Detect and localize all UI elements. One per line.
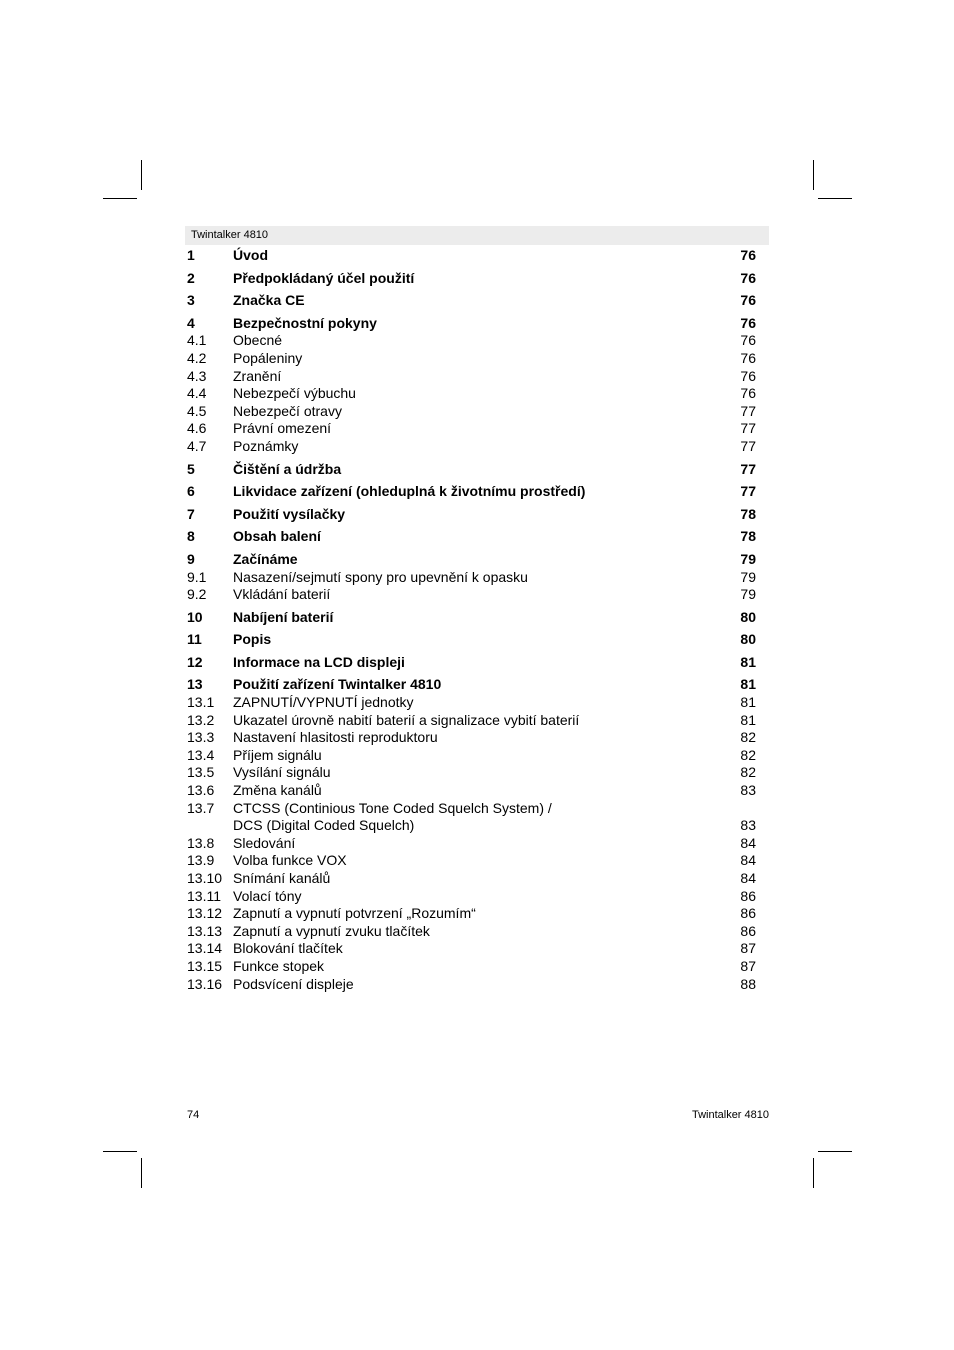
toc-entry-number: 13.8	[187, 834, 215, 851]
toc-entry-number: 3	[187, 292, 195, 309]
toc-entry-number: 8	[187, 528, 195, 545]
crop-mark	[813, 160, 814, 190]
toc-entry-title-line: CTCSS (Continious Tone Coded Squelch System) /	[233, 799, 552, 816]
toc-entry	[187, 747, 756, 765]
crop-mark	[141, 1158, 142, 1188]
crop-mark	[103, 1151, 137, 1152]
toc-entry	[187, 958, 756, 976]
toc-entry-title: Snímání kanálů	[233, 870, 331, 886]
toc-entry	[187, 654, 756, 672]
toc-entry	[187, 676, 756, 694]
toc-entry	[187, 835, 756, 853]
toc-entry	[187, 609, 756, 627]
toc-entry	[187, 385, 756, 403]
toc-entry-number: 4.6	[187, 420, 207, 437]
toc-entry-page: 77	[740, 483, 756, 500]
toc-entry-title: Poznámky	[233, 437, 299, 454]
toc-entry-title: Volba funkce VOX	[233, 852, 347, 869]
crop-mark	[103, 198, 137, 199]
toc-entry-number: 4.2	[187, 349, 207, 366]
toc-entry-page: 81	[740, 711, 756, 728]
toc-entry-number: 13.6	[187, 782, 215, 799]
toc-entry-page: 81	[740, 694, 756, 711]
toc-entry-page: 79	[740, 568, 756, 585]
toc-entry-page: 77	[740, 460, 756, 477]
toc-entry	[187, 270, 756, 288]
crop-mark	[813, 1158, 814, 1188]
toc-entry-page: 76	[740, 349, 756, 366]
toc-entry	[187, 729, 756, 747]
toc-entry	[187, 888, 756, 906]
toc-entry	[187, 420, 756, 438]
footer-title: Twintalker 4810	[691, 1109, 769, 1121]
page-number: 74	[187, 1109, 200, 1121]
toc-entry-number: 13.16	[187, 975, 223, 992]
toc-entry-number: 13.11	[187, 887, 221, 904]
toc-entry-title: Sledování	[233, 834, 296, 851]
toc-entry-page: 82	[740, 764, 756, 781]
toc-entry-page: 77	[740, 420, 756, 437]
table-of-contents	[187, 247, 756, 993]
toc-entry-page: 82	[740, 729, 756, 746]
toc-entry-title: Nasazení/sejmutí spony pro upevnění k opasku	[233, 568, 528, 585]
toc-entry-page: 83	[740, 817, 756, 834]
toc-entry-page: 82	[740, 746, 756, 763]
toc-entry-title: Obecné	[233, 332, 283, 349]
toc-entry-page: 86	[740, 922, 756, 939]
toc-entry-page: 87	[740, 957, 756, 974]
toc-entry	[187, 350, 756, 368]
toc-entry-title: Likvidace zařízení (ohleduplná k životnímu prostředí)	[233, 483, 586, 500]
toc-entry-number: 13.10	[187, 870, 223, 886]
toc-entry-title: Změna kanálů	[233, 782, 322, 799]
crop-mark	[818, 1151, 852, 1152]
toc-entry-page: 76	[740, 269, 756, 286]
toc-entry-number: 1	[187, 247, 195, 263]
toc-entry-title: Nastavení hlasitosti reproduktoru	[233, 729, 438, 746]
toc-entry	[187, 923, 756, 941]
toc-entry-page: 76	[740, 332, 756, 349]
toc-entry-number: 12	[187, 653, 203, 670]
toc-entry-number: 2	[187, 269, 195, 286]
toc-entry-number: 13.4	[187, 746, 215, 763]
toc-entry-page: 76	[740, 247, 756, 263]
toc-entry-page: 86	[740, 887, 756, 904]
toc-entry-number: 13.1	[187, 694, 215, 711]
toc-entry-title: Popáleniny	[233, 349, 303, 366]
crop-mark	[818, 198, 852, 199]
toc-entry-page: 87	[740, 940, 756, 957]
toc-entry-page: 83	[740, 782, 756, 799]
toc-entry	[187, 940, 756, 958]
toc-entry-title: Ukazatel úrovně nabití baterií a signalizace vybití baterií	[233, 711, 580, 728]
toc-entry-page: 78	[740, 505, 756, 522]
toc-entry-page: 84	[740, 870, 756, 886]
toc-entry-title: Informace na LCD displeji	[233, 653, 405, 670]
toc-entry	[187, 461, 756, 479]
toc-entry-title: Čištění a údržba	[233, 460, 342, 477]
toc-entry	[187, 292, 756, 310]
toc-entry-page: 78	[740, 528, 756, 545]
toc-entry-title: Nabíjení baterií	[233, 608, 334, 625]
toc-entry-title: Zranění	[233, 367, 282, 384]
toc-entry	[187, 586, 756, 604]
toc-entry-title: Použití zařízení Twintalker 4810	[233, 676, 442, 693]
toc-entry-page: 76	[740, 314, 756, 331]
toc-entry	[187, 569, 756, 587]
running-header-title: Twintalker 4810	[191, 229, 269, 241]
toc-entry-number: 13.5	[187, 764, 215, 781]
toc-entry-title	[233, 800, 552, 835]
toc-entry-title: Obsah balení	[233, 528, 321, 545]
toc-entry-title: Použití vysílačky	[233, 505, 346, 522]
toc-entry-title: Bezpečnostní pokyny	[233, 314, 377, 331]
toc-entry-page: 80	[740, 631, 756, 648]
toc-entry-number: 13.15	[187, 957, 223, 974]
toc-entry	[187, 315, 756, 333]
toc-entry-number: 13.2	[187, 711, 215, 728]
toc-entry-page: 77	[740, 402, 756, 419]
toc-entry-number: 9	[187, 550, 195, 567]
toc-entry-number: 13	[187, 676, 203, 693]
toc-entry	[187, 764, 756, 782]
toc-entry-title: Příjem signálu	[233, 746, 322, 763]
toc-entry	[187, 332, 756, 350]
toc-entry-title: Právní omezení	[233, 420, 332, 437]
toc-entry-page: 79	[740, 550, 756, 567]
toc-entry	[187, 403, 756, 421]
toc-entry	[187, 483, 756, 501]
toc-entry-number: 4.7	[187, 437, 207, 454]
toc-entry-page: 77	[740, 437, 756, 454]
toc-entry	[187, 905, 756, 923]
toc-entry-page: 81	[740, 653, 756, 670]
toc-entry-page: 80	[740, 608, 756, 625]
toc-entry-number: 4.3	[187, 367, 207, 384]
toc-entry-title: Nebezpečí otravy	[233, 402, 342, 419]
toc-entry-number: 9.2	[187, 586, 207, 603]
toc-entry-page: 84	[740, 834, 756, 851]
toc-entry-title: Volací tóny	[233, 887, 302, 904]
toc-entry-page: 88	[740, 975, 756, 992]
toc-entry	[187, 976, 756, 994]
toc-entry-number: 13.13	[187, 922, 223, 939]
toc-entry-title: Předpokládaný účel použití	[233, 269, 415, 286]
toc-entry-title: Zapnutí a vypnutí zvuku tlačítek	[233, 922, 430, 939]
toc-entry	[187, 506, 756, 524]
toc-entry-number: 9.1	[187, 568, 207, 585]
running-header	[185, 226, 769, 245]
toc-entry-title: Popis	[233, 631, 272, 648]
toc-entry-title: Blokování tlačítek	[233, 940, 343, 957]
toc-entry-page: 76	[740, 292, 756, 309]
toc-entry-number: 13.3	[187, 729, 215, 746]
toc-entry-title: Začínáme	[233, 550, 298, 567]
toc-entry	[187, 712, 756, 730]
toc-entry	[187, 551, 756, 569]
toc-entry	[187, 528, 756, 546]
toc-entry	[187, 247, 756, 265]
toc-entry	[187, 368, 756, 386]
toc-entry	[187, 694, 756, 712]
toc-entry-number: 11	[187, 631, 202, 648]
toc-entry-title: Zapnutí a vypnutí potvrzení „Rozumím“	[233, 905, 476, 922]
toc-entry-number: 4.4	[187, 385, 207, 402]
toc-entry-number: 7	[187, 505, 195, 522]
toc-entry-page: 76	[740, 367, 756, 384]
toc-entry	[187, 800, 756, 835]
toc-entry-number: 5	[187, 460, 195, 477]
toc-entry-page: 81	[740, 676, 756, 693]
toc-entry-page: 84	[740, 852, 756, 869]
toc-entry-number: 13.12	[187, 905, 223, 922]
toc-entry	[187, 870, 756, 888]
toc-entry	[187, 852, 756, 870]
crop-mark	[141, 160, 142, 190]
toc-entry-page: 86	[740, 905, 756, 922]
toc-entry-number: 4.1	[187, 332, 207, 349]
toc-entry-title: Podsvícení displeje	[233, 975, 354, 992]
toc-entry-number: 13.7	[187, 799, 215, 816]
toc-entry-number: 13.14	[187, 940, 223, 957]
toc-entry-title: Nebezpečí výbuchu	[233, 385, 356, 402]
toc-entry-page: 76	[740, 385, 756, 402]
toc-entry-title: Úvod	[233, 247, 268, 263]
toc-entry-number: 4.5	[187, 402, 207, 419]
toc-entry-title: Vkládání baterií	[233, 586, 331, 603]
toc-entry-number: 4	[187, 314, 195, 331]
toc-entry-page: 79	[740, 586, 756, 603]
toc-entry-title: Značka CE	[233, 292, 305, 309]
toc-entry	[187, 631, 756, 649]
toc-entry	[187, 782, 756, 800]
toc-entry-title-line: DCS (Digital Coded Squelch)	[233, 817, 415, 834]
toc-entry	[187, 438, 756, 456]
toc-entry-title: Funkce stopek	[233, 957, 325, 974]
toc-entry-title: Vysílání signálu	[233, 764, 331, 781]
toc-entry-number: 10	[187, 608, 203, 625]
toc-entry-number: 6	[187, 483, 195, 500]
toc-entry-title: ZAPNUTÍ/VYPNUTÍ jednotky	[233, 694, 414, 711]
toc-entry-number: 13.9	[187, 852, 215, 869]
